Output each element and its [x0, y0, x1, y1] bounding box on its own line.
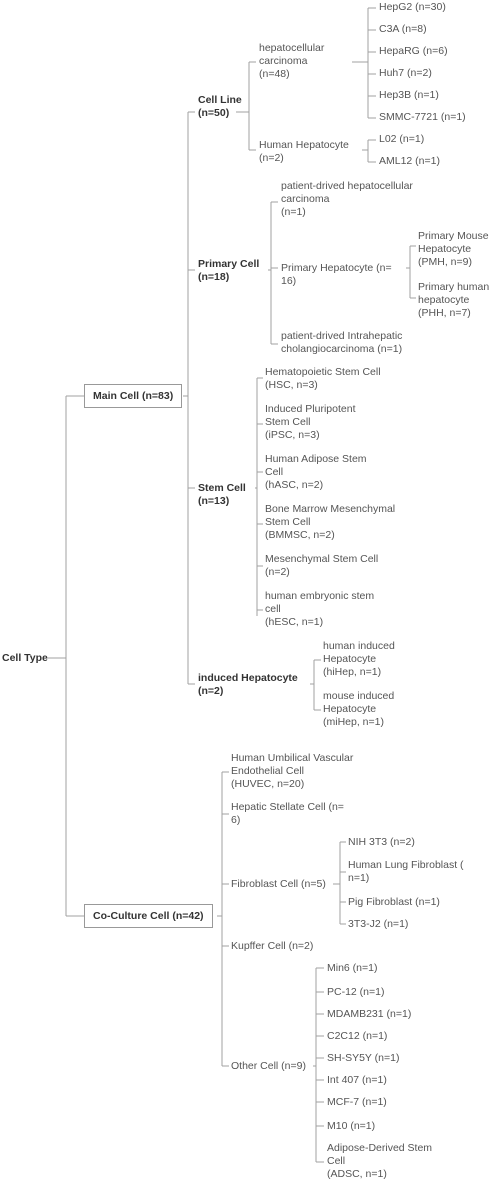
other-line-pc12[interactable]: PC-12 (n=1) [327, 986, 385, 998]
human-hepatocyte-node[interactable]: Human Hepatocyte (n=2) [259, 139, 349, 164]
hcc-line-smmc7721[interactable]: SMMC-7721 (n=1) [379, 111, 466, 123]
hlf-node[interactable]: Human Lung Fibroblast ( n=1) [348, 859, 464, 884]
pd-cca-node[interactable]: patient-drived Intrahepatic cholangiocarcinoma (n=1) [281, 330, 403, 355]
mihep-node[interactable]: mouse induced Hepatocyte (miHep, n=1) [323, 690, 395, 728]
hcc-line-hepg2[interactable]: HepG2 (n=30) [379, 1, 446, 13]
phh-node[interactable]: Primary human hepatocyte (PHH, n=7) [418, 281, 490, 319]
hcc-line-hep3b[interactable]: Hep3B (n=1) [379, 89, 439, 101]
pmh-node[interactable]: Primary Mouse Hepatocyte (PMH, n=9) [418, 230, 489, 268]
other-line-m10[interactable]: M10 (n=1) [327, 1120, 376, 1132]
fibroblast-node[interactable]: Fibroblast Cell (n=5) [231, 878, 326, 890]
hsc-node[interactable]: Hematopoietic Stem Cell (HSC, n=3) [265, 366, 381, 391]
hepatic-stellate-node[interactable]: Hepatic Stellate Cell (n= 6) [231, 801, 344, 826]
adsc-node[interactable]: Adipose-Derived Stem Cell (ADSC, n=1) [327, 1142, 433, 1180]
kupffer-node[interactable]: Kupffer Cell (n=2) [231, 940, 314, 952]
hcc-line-huh7[interactable]: Huh7 (n=2) [379, 67, 432, 79]
nih3t3-node[interactable]: NIH 3T3 (n=2) [348, 836, 415, 848]
pd-hcc-node[interactable]: patient-drived hepatocellular carcinoma (n=1) [281, 180, 413, 218]
hasc-node[interactable]: Human Adipose Stem Cell (hASC, n=2) [265, 453, 367, 491]
hihep-node[interactable]: human induced Hepatocyte (hiHep, n=1) [323, 640, 395, 678]
other-cell-node[interactable]: Other Cell (n=9) [231, 1060, 306, 1072]
bmmsc-node[interactable]: Bone Marrow Mesenchymal Stem Cell (BMMSC, n=2) [265, 503, 396, 541]
ipsc-node[interactable]: Induced Pluripotent Stem Cell (iPSC, n=3) [265, 403, 356, 441]
pig-fibroblast-node[interactable]: Pig Fibroblast (n=1) [348, 896, 440, 908]
hcc-node[interactable]: hepatocellular carcinoma (n=48) [259, 42, 325, 80]
other-line-mdamb231[interactable]: MDAMB231 (n=1) [327, 1008, 412, 1020]
other-line-mcf7[interactable]: MCF-7 (n=1) [327, 1096, 387, 1108]
msc-node[interactable]: Mesenchymal Stem Cell (n=2) [265, 553, 379, 578]
hcc-line-heparg[interactable]: HepaRG (n=6) [379, 45, 448, 57]
co-culture-node[interactable]: Co-Culture Cell (n=42) [84, 904, 213, 928]
primary-cell-node[interactable]: Primary Cell (n=18) [198, 258, 260, 283]
induced-hepatocyte-node[interactable]: induced Hepatocyte (n=2) [198, 672, 298, 697]
hcc-line-c3a[interactable]: C3A (n=8) [379, 23, 427, 35]
hesc-node[interactable]: human embryonic stem cell (hESC, n=1) [265, 590, 375, 628]
other-line-c2c12[interactable]: C2C12 (n=1) [327, 1030, 388, 1042]
cell-line-node[interactable]: Cell Line (n=50) [198, 94, 242, 119]
3t3-j2-node[interactable]: 3T3-J2 (n=1) [348, 918, 409, 930]
other-line-min6[interactable]: Min6 (n=1) [327, 962, 378, 974]
human-hep-line-aml12[interactable]: AML12 (n=1) [379, 155, 440, 167]
other-line-int407[interactable]: Int 407 (n=1) [327, 1074, 387, 1086]
stem-cell-node[interactable]: Stem Cell (n=13) [198, 482, 246, 507]
primary-hepatocyte-node[interactable]: Primary Hepatocyte (n= 16) [281, 262, 392, 287]
human-hep-line-l02[interactable]: L02 (n=1) [379, 133, 425, 145]
main-cell-node[interactable]: Main Cell (n=83) [84, 384, 182, 408]
other-line-shsy5y[interactable]: SH-SY5Y (n=1) [327, 1052, 400, 1064]
huvec-node[interactable]: Human Umbilical Vascular Endothelial Cell (HUVEC, n=20) [231, 752, 354, 790]
root-label: Cell Type [2, 652, 48, 664]
